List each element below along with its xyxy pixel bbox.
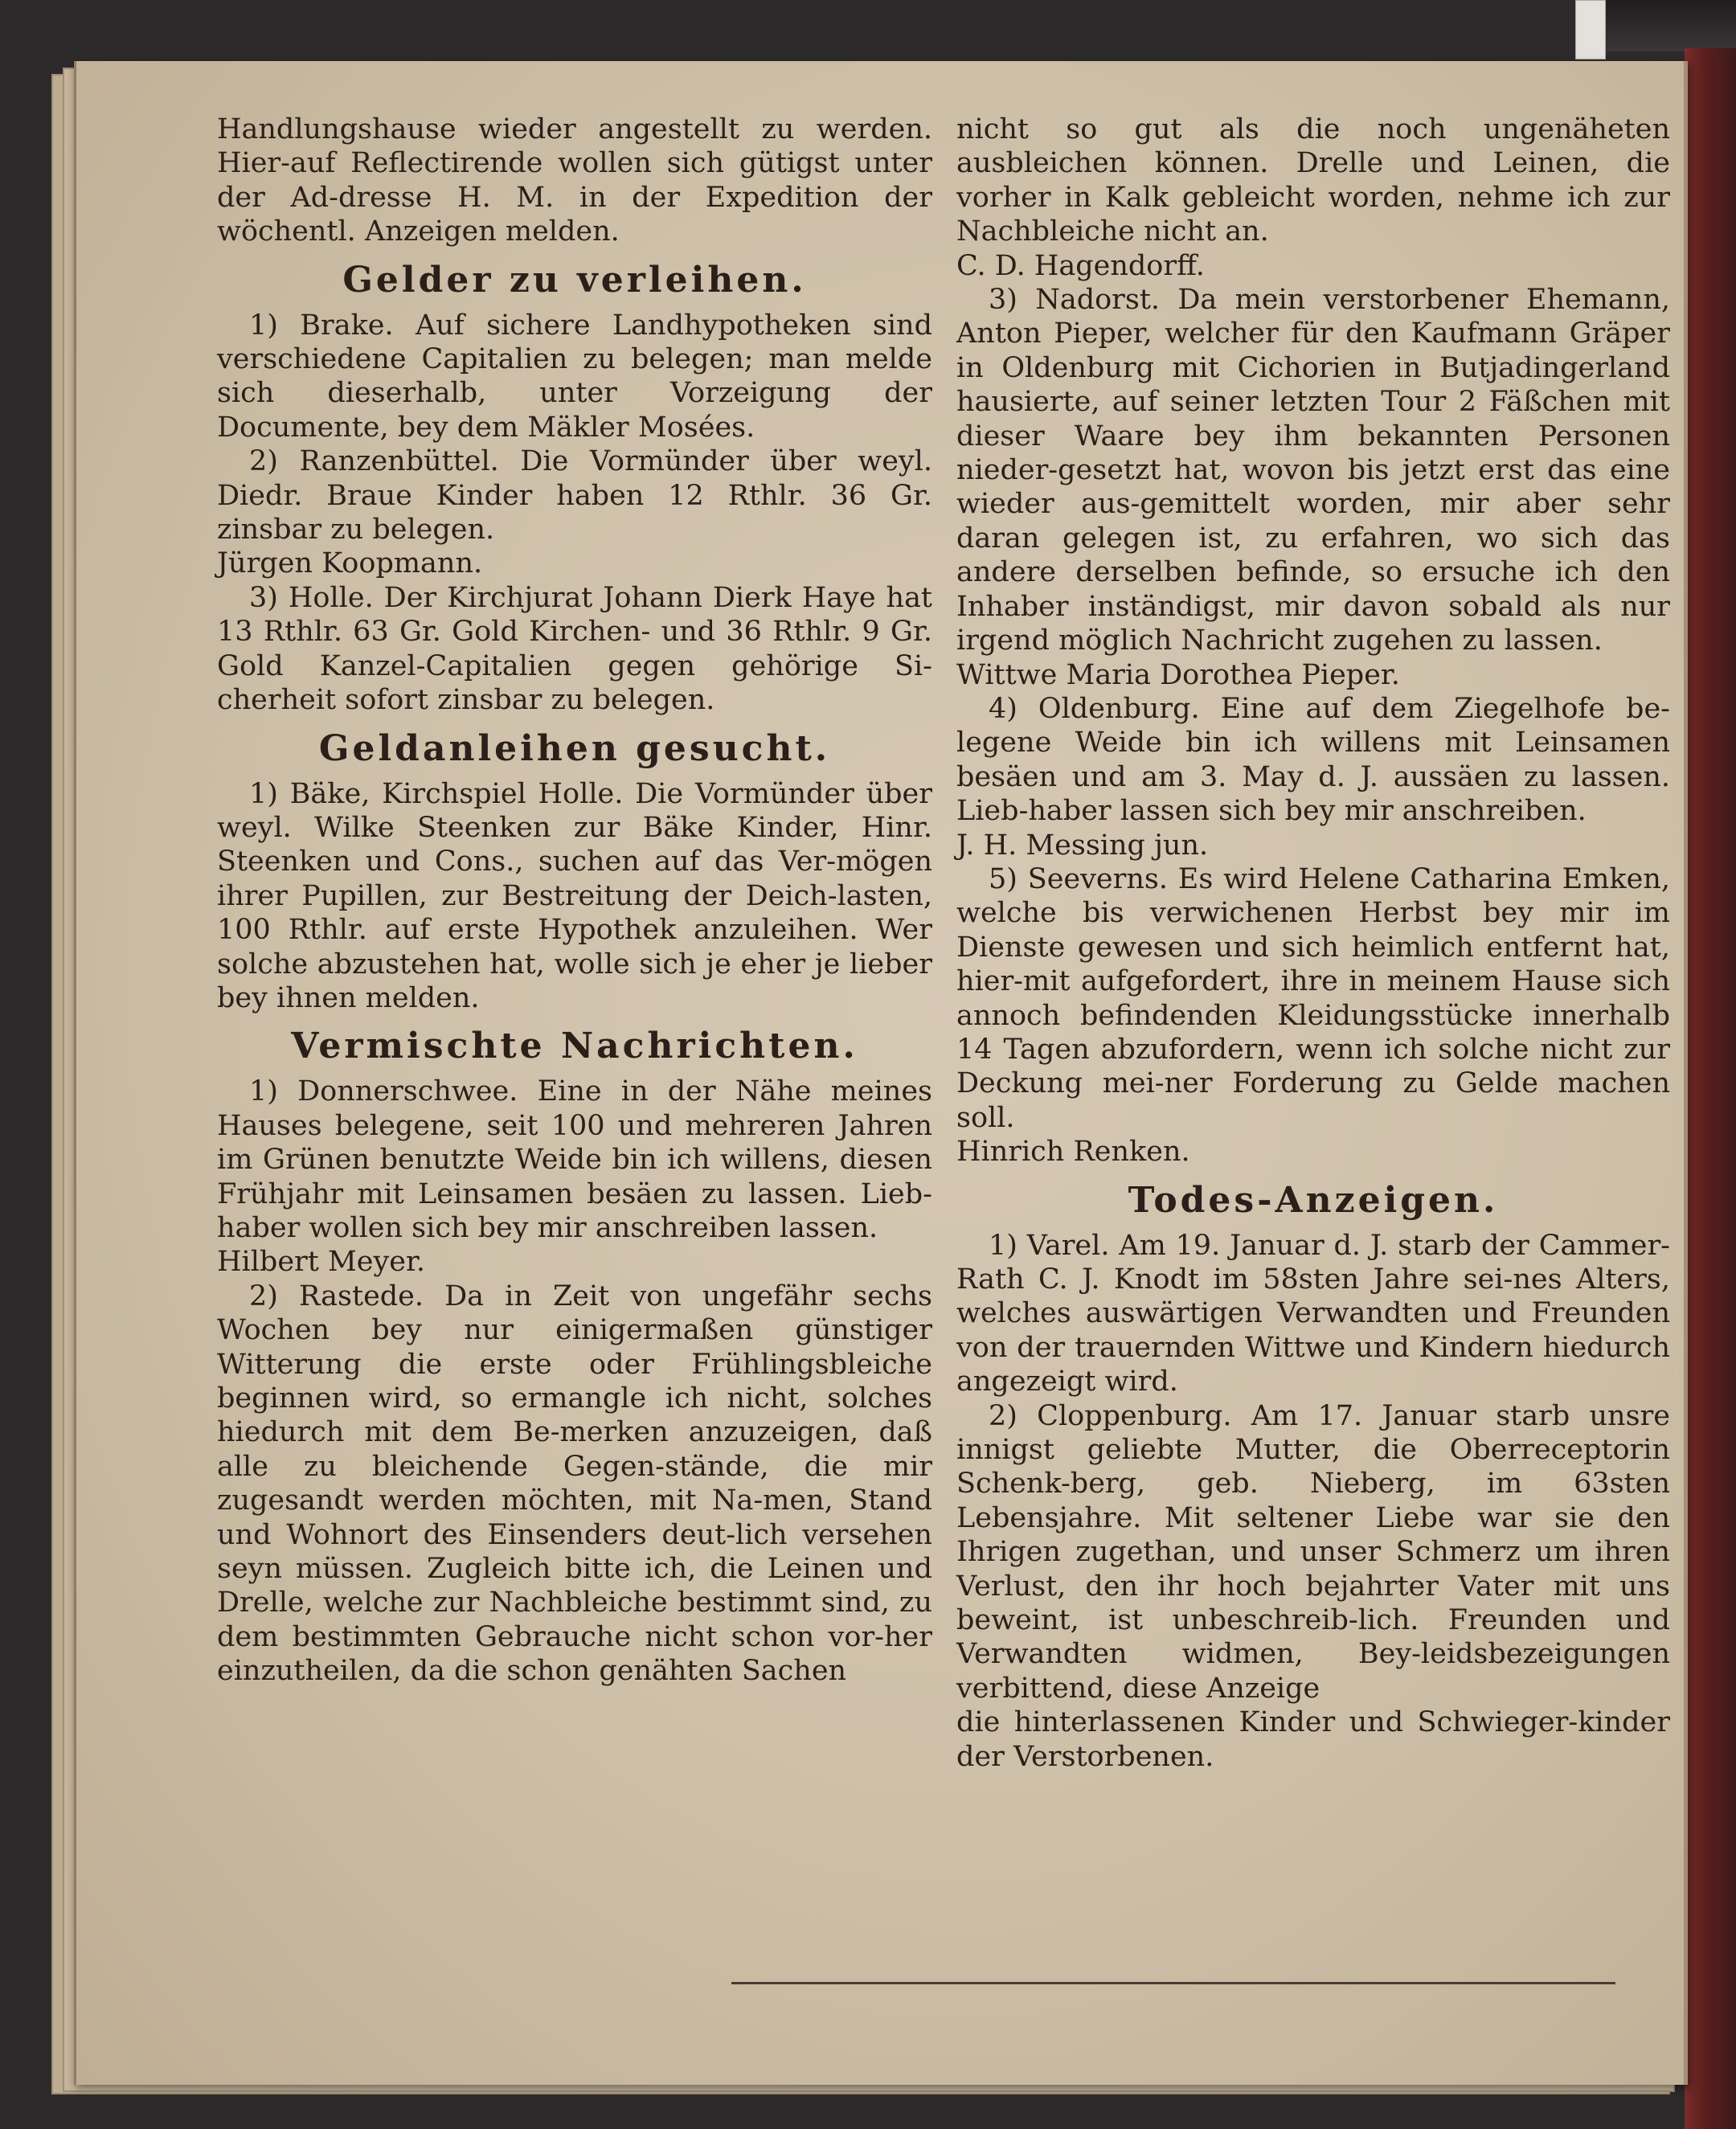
entry-varel: 1) Varel. Am 19. Januar d. J. starb der Cammer-Rath C. J. Knodt im 58sten Jahre sei-nes Alters, welches auswärtigen Verwandten und Freunden von der trauernden Wittwe und Kindern hiedurch angezeigt wird. [956,1229,1670,1398]
book-spine-top [1599,0,1736,51]
closing-rule [731,1982,1615,1984]
section-heading-gelder: Gelder zu verleihen. [342,259,807,301]
entry-donnerschwee: 1) Donnerschwee. Eine in der Nähe meines Hauses belegene, seit 100 und mehreren Jahren im Grünen benutzte Weide bin ich willens, diesen Frühjahr mit Leinsamen besäen zu lassen. Lieb-haber wollen sich bey mir anschreiben lassen. [217,1075,932,1244]
continued-text: nicht so gut als die noch ungenäheten ausbleichen können. Drelle und Leinen, die vorher in Kalk gebleicht worden, nehme ich zur Nachbleiche nicht an. [956,113,1670,248]
paper-strip [1575,0,1606,59]
signature-koopmann: Jürgen Koopmann. [217,547,483,580]
intro-text: Handlungshause wieder angestellt zu werden. Hier-auf Reflectirende wollen sich gütigst unter der Ad-dresse H. M. in der Expedition der wöchentl. Anzeigen melden. [217,113,932,248]
entry-brake: 1) Brake. Auf sichere Landhypotheken sind verschiedene Capitalien zu belegen; man melde sich dieserhalb, unter Vorzeigung der Documente, bey dem Mäkler Mosées. [217,309,932,444]
signature-meyer: Hilbert Meyer. [217,1246,425,1279]
signature-hagendorff: C. D. Hagendorff. [956,249,1205,282]
signature-messing: J. H. Messing jun. [956,829,1209,862]
section-heading-geldanleihen: Geldanleihen gesucht. [318,727,831,769]
entry-oldenburg: 4) Oldenburg. Eine auf dem Ziegelhofe be-legene Weide bin ich willens mit Leinsamen besäen und am 3. May d. J. aussäen zu lassen. Lieb-haber lassen sich bey mir anschreiben. [956,692,1670,828]
signature-kinder: die hinterlassenen Kinder und Schwieger-kinder der Verstorbenen. [956,1706,1670,1773]
entry-baeke: 1) Bäke, Kirchspiel Holle. Die Vormünder über weyl. Wilke Steenken zur Bäke Kinder, Hinr. Steenken und Cons., suchen auf das Ver-mögen ihrer Pupillen, zur Bestreitung der Deich-lasten, 100 Rthlr. auf erste Hypothek anzuleihen. Wer solche abzustehen hat, wolle sich je eher je lieber bey ihnen melden. [217,777,932,1014]
signature-renken: Hinrich Renken. [956,1136,1190,1169]
entry-ranzenbuettel: 2) Ranzenbüttel. Die Vormünder über weyl. Diedr. Braue Kinder haben 12 Rthlr. 36 Gr. zinsbar zu belegen. [217,445,932,547]
entry-cloppenburg: 2) Cloppenburg. Am 17. Januar starb unsre innigst geliebte Mutter, die Oberreceptorin Schenk-berg, geb. Nieberg, im 63sten Lebensjahre. Mit seltener Liebe war sie den Ihrigen zugethan, und unser Schmerz um ihren Verlust, den ihr hoch bejahrter Vater mit uns beweint, ist unbeschreib-lich. Freunden und Verwandten widmen, Bey-leidsbezeigungen verbittend, diese Anzeige [956,1399,1670,1705]
left-column [217,113,932,1689]
section-heading-todes: Todes-Anzeigen. [1128,1179,1499,1221]
book-binding [1685,48,1736,2129]
signature-pieper: Wittwe Maria Dorothea Pieper. [956,658,1400,691]
entry-rastede: 2) Rastede. Da in Zeit von ungefähr sechs Wochen bey nur einigermaßen günstiger Witterung die erste oder Frühlingsbleiche beginnen wird, so ermangle ich nicht, solches hiedurch mit dem Be-merken anzuzeigen, daß alle zu bleichende Gegen-stände, die mir zugesandt werden möchten, mit Na-men, Stand und Wohnort des Einsenders deut-lich versehen seyn müssen. Zugleich bitte ich, die Leinen und Drelle, welche zur Nachbleiche bestimmt sind, zu dem bestimmten Gebrauche nicht schon vor-her einzutheilen, da die schon genähten Sachen [217,1279,932,1688]
entry-holle: 3) Holle. Der Kirchjurat Johann Dierk Haye hat 13 Rthlr. 63 Gr. Gold Kirchen- und 36 Rthlr. 9 Gr. Gold Kanzel-Capitalien gegen gehörige Si-cherheit sofort zinsbar zu belegen. [217,581,932,717]
right-column [956,113,1670,1774]
entry-nadorst: 3) Nadorst. Da mein verstorbener Ehemann, Anton Pieper, welcher für den Kaufmann Gräper in Oldenburg mit Cichorien in Butjadingerland hausierte, auf seiner letzten Tour 2 Fäßchen mit dieser Waare bey ihm bekannten Personen nieder-gesetzt hat, wovon bis jetzt erst das eine wieder aus-gemittelt worden, mir aber sehr daran gelegen ist, zu erfahren, wo sich das andere derselben befinde, so ersuche ich den Inhaber inständigst, mir davon sobald als nur irgend möglich Nachricht zugehen zu lassen. [956,284,1670,657]
entry-seeverns: 5) Seeverns. Es wird Helene Catharina Emken, welche bis verwichenen Herbst bey mir im Dienste gewesen und sich heimlich entfernt hat, hier-mit aufgefordert, ihre in meinem Hause sich annoch befindenden Kleidungsstücke innerhalb 14 Tagen abzufordern, wenn ich solche nicht zur Deckung mei-ner Forderung zu Gelde machen soll. [956,862,1670,1134]
section-heading-vermischte: Vermischte Nachrichten. [291,1026,858,1067]
